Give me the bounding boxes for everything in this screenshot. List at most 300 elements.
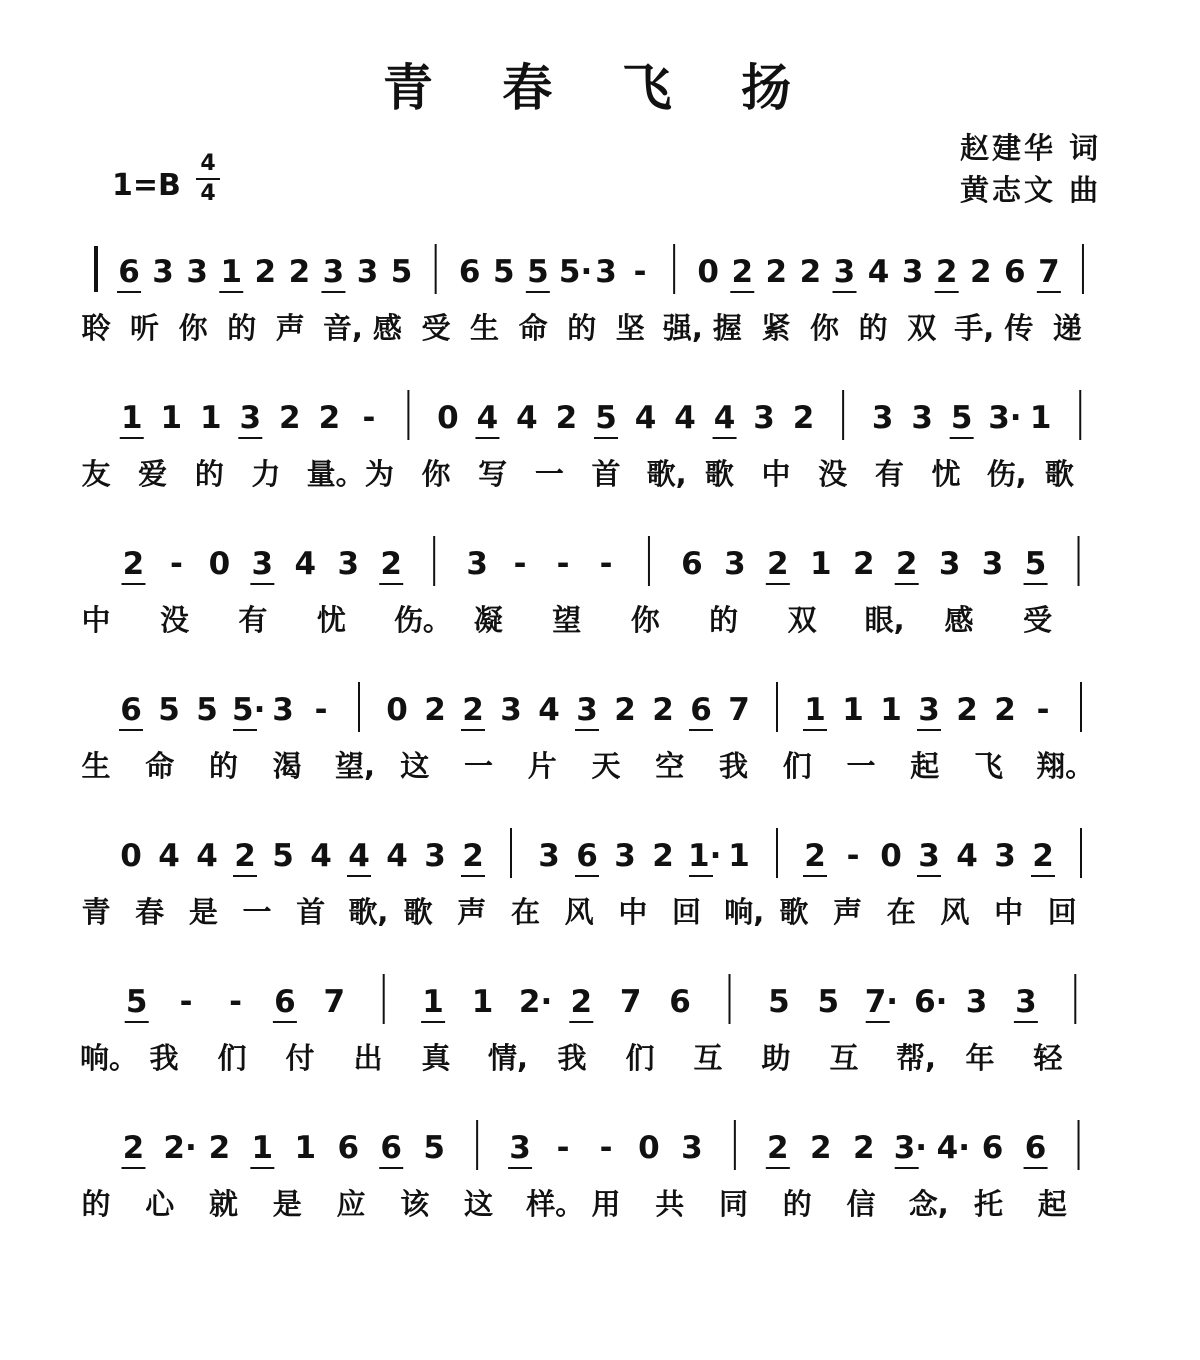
lyric-syllable: 一 [846,749,876,783]
note: 4 [634,400,657,436]
note: - [556,546,570,582]
note: 2· [518,984,553,1020]
note: 6 [120,692,142,728]
note: 2 [935,254,958,290]
lyric-syllable: 在 [886,895,916,929]
note: - [169,546,183,582]
note: 3 [753,400,775,436]
lyric-syllable: 回 [1047,895,1077,929]
lyric-syllable: 托 [973,1187,1003,1221]
note: 2 [792,400,815,436]
note: 2 [765,254,788,290]
note: 3 [833,254,856,290]
note: 3 [509,1130,531,1166]
note: 6 [681,546,703,582]
note: 5 [196,692,218,728]
note: 0 [208,546,231,582]
lyric-syllable: 们 [625,1041,655,1075]
lyric-syllable: 片 [527,749,557,783]
lyric-syllable: 应 [336,1187,366,1221]
lyric-syllable: 有 [874,457,904,491]
note: 2 [462,838,484,874]
note: 2 [254,254,277,290]
note: - [556,1130,570,1166]
note: 1 [809,546,832,582]
lyric-syllable: 伤。 [393,603,452,637]
lyric-syllable: 互 [829,1041,859,1075]
note: 6 [1024,1130,1047,1166]
note: 7 [619,984,642,1020]
note: 3 [1015,984,1037,1020]
lyric-syllable: 伤, [986,457,1027,491]
barlines [0,1112,1200,1172]
lyric-syllable: 受 [421,311,451,345]
note: 4 [158,838,180,874]
lyric-syllable: 歌 [1044,457,1074,491]
time-signature-bar [196,178,220,180]
lyric-syllable: 为 [364,457,394,491]
note: 3 [918,692,940,728]
note: - [599,1130,613,1166]
lyric-syllable: 心 [145,1187,175,1221]
note: 2 [852,546,875,582]
note: - [362,400,376,436]
note: 2 [424,692,446,728]
score-line [0,820,1200,940]
note: 0 [386,692,408,728]
note: 3 [500,692,522,728]
lyric-syllable: 望 [552,603,582,637]
lyric-syllable: 生 [81,749,111,783]
lyric-syllable: 我 [718,749,748,783]
lyric-syllable: 轻 [1033,1041,1063,1075]
lyric-syllable: 眼, [864,603,905,637]
note: 4 [196,838,218,874]
note: 3 [576,692,598,728]
lyric-syllable: 命 [518,311,548,345]
lyric-syllable: 量。 [306,457,365,491]
lyric-syllable: 一 [534,457,564,491]
notation-row [0,528,1200,588]
note: 2 [462,692,484,728]
note: 3 [994,838,1016,874]
lyric-syllable: 紧 [761,311,791,345]
lyric-syllable: 回 [672,895,702,929]
note: 3· [988,400,1022,436]
note: 6 [576,838,598,874]
lyric-syllable: 力 [251,457,281,491]
lyrics-row [0,1182,1200,1222]
notation-row [0,674,1200,734]
lyric-syllable: 你 [810,311,840,345]
lyrics-row [0,744,1200,784]
note: 3 [356,254,379,290]
barlines [0,236,1200,296]
note: - [513,546,527,582]
lyric-syllable: 一 [242,895,272,929]
lyric-syllable: 起 [910,749,940,783]
note: 6 [690,692,712,728]
lyric-syllable: 音, [322,311,363,345]
lyrics-row [0,598,1200,638]
note: 3 [186,254,208,290]
note: 2 [994,692,1016,728]
note: 3· [893,1130,928,1166]
song-title: 青 春 飞 扬 [382,59,818,117]
lyric-syllable: 写 [478,457,508,491]
lyric-syllable: 传 [1004,311,1034,345]
note: 3 [681,1130,703,1166]
note: 4 [476,400,499,436]
note: 5 [950,400,973,436]
lyric-syllable: 的 [567,311,597,345]
lyric-syllable: 双 [907,311,937,345]
lyric-syllable: 递 [1052,311,1082,345]
lyric-syllable: 同 [718,1187,748,1221]
note: 1 [804,692,826,728]
note: 6 [458,254,481,290]
lyric-syllable: 首 [591,457,621,491]
note: 3 [595,254,617,290]
lyric-syllable: 响, [724,895,765,929]
note: - [633,254,647,290]
note: 1 [880,692,902,728]
lyric-syllable: 互 [693,1041,723,1075]
barlines [0,820,1200,880]
lyric-syllable: 忧 [931,457,961,491]
note: 0 [880,838,902,874]
barlines [0,674,1200,734]
lyric-syllable: 信 [846,1187,876,1221]
lyric-syllable: 共 [655,1187,685,1221]
lyric-syllable: 声 [833,895,863,929]
note: 6 [274,984,296,1020]
note: 3 [871,400,894,436]
lyric-syllable: 歌, [348,895,389,929]
lyric-syllable: 的 [782,1187,812,1221]
lyric-syllable: 凝 [473,603,503,637]
lyric-syllable: 中 [994,895,1024,929]
note: 3 [938,546,961,582]
note: 1 [1029,400,1052,436]
note: 4 [867,254,890,290]
note: 3 [538,838,560,874]
lyricist-credit: 赵建华 词 [960,131,1102,165]
score-line [0,966,1200,1086]
lyric-syllable: 天 [591,749,621,783]
note: - [846,838,860,874]
lyric-syllable: 强, [662,311,703,345]
note: 6 [118,254,140,290]
barlines [0,966,1200,1026]
note: 6 [337,1130,360,1166]
notation-row [0,236,1200,296]
note: 2 [799,254,822,290]
lyric-syllable: 的 [81,1187,111,1221]
note: 7· [864,984,899,1020]
note: 5 [158,692,180,728]
lyric-syllable: 没 [818,457,848,491]
note: 4 [956,838,978,874]
note: 2 [956,692,978,728]
lyric-syllable: 首 [296,895,326,929]
note: 6 [380,1130,402,1166]
note: 0 [697,254,719,290]
lyric-syllable: 望, [335,749,376,783]
note: 6 [669,984,691,1020]
lyric-syllable: 是 [272,1187,302,1221]
notation-row [0,820,1200,880]
note: 2 [767,1130,789,1166]
note: 6 [1004,254,1026,290]
note: 5 [817,984,840,1020]
lyric-syllable: 你 [630,603,660,637]
note: 2 [895,546,918,582]
note: 3 [466,546,488,582]
lyric-syllable: 风 [940,895,970,929]
lyric-syllable: 的 [709,603,739,637]
lyric-syllable: 情, [488,1041,529,1075]
note: 5 [768,984,790,1020]
lyrics-row [0,452,1200,492]
lyric-syllable: 的 [858,311,888,345]
note: 1· [688,838,722,874]
lyric-syllable: 声 [457,895,487,929]
lyric-syllable: 我 [557,1041,587,1075]
lyric-syllable: 青 [81,895,111,929]
note: 0 [638,1130,660,1166]
lyrics-row [0,306,1200,346]
time-signature-bottom: 4 [200,181,216,206]
note: 4 [674,400,696,436]
note: 2 [767,546,789,582]
lyric-syllable: 样。 [526,1187,585,1221]
note: 1 [422,984,444,1020]
note: - [1036,692,1050,728]
lyric-syllable: 手, [954,311,995,345]
note: 2 [570,984,593,1020]
note: 2 [279,400,301,436]
note: 4 [294,546,317,582]
note: 3 [337,546,360,582]
note: 1 [251,1130,274,1166]
barlines [0,528,1200,588]
lyric-syllable: 我 [149,1041,179,1075]
note: 6· [914,984,948,1020]
note: 5 [527,254,549,290]
lyric-syllable: 中 [618,895,648,929]
note: 1 [728,838,750,874]
note: 2 [380,546,402,582]
note: 4 [713,400,736,436]
lyric-syllable: 年 [965,1041,995,1075]
lyric-syllable: 有 [238,603,268,637]
lyric-syllable: 念, [908,1187,949,1221]
note: 2 [208,1130,231,1166]
note: 3 [911,400,933,436]
lyric-syllable: 你 [421,457,451,491]
lyric-syllable: 的 [208,749,238,783]
lyric-syllable: 声 [275,311,305,345]
note: 7 [728,692,750,728]
lyrics-row [0,890,1200,930]
lyric-syllable: 受 [1023,603,1053,637]
note: 3 [251,546,274,582]
note: 5· [232,692,266,728]
lyric-syllable: 歌 [704,457,734,491]
key-signature: 1=B [112,168,181,203]
lyric-syllable: 风 [564,895,594,929]
note: 1 [842,692,864,728]
notation-row [0,966,1200,1026]
note: 1 [120,400,143,436]
note: 3 [981,546,1004,582]
lyric-syllable: 命 [145,749,175,783]
note: 2 [1032,838,1054,874]
lyric-syllable: 这 [400,749,430,783]
score-line [0,382,1200,502]
lyric-syllable: 坚 [615,311,645,345]
lyric-syllable: 的 [194,457,224,491]
note: 1 [220,254,243,290]
lyric-syllable: 起 [1037,1187,1067,1221]
note: - [229,984,242,1020]
note: 1 [200,400,222,436]
note: 0 [120,838,142,874]
lyric-syllable: 渴 [272,749,302,783]
lyric-syllable: 感 [944,603,974,637]
lyric-syllable: 友 [81,457,111,491]
note: 3 [239,400,262,436]
lyric-syllable: 是 [188,895,218,929]
lyrics-row [0,1036,1200,1076]
lyric-syllable: 付 [285,1041,315,1075]
composer-credit: 黄志文 曲 [960,173,1102,207]
lyric-syllable: 生 [470,311,500,345]
note: 3 [724,546,746,582]
barlines [0,382,1200,442]
note: 6 [981,1130,1004,1166]
note: 5 [125,984,148,1020]
lyric-syllable: 们 [782,749,812,783]
lyric-syllable: 爱 [138,457,168,491]
note: 7 [1038,254,1060,290]
lyric-syllable: 聆 [81,311,111,345]
note: 5· [558,254,593,290]
lyric-syllable: 翔。 [1036,749,1095,783]
lyric-syllable: 就 [208,1187,238,1221]
note: 4 [538,692,560,728]
note: 1 [160,400,183,436]
note: 4· [936,1130,970,1166]
note: 2· [163,1130,197,1166]
lyric-syllable: 飞 [973,749,1003,783]
lyric-syllable: 握 [712,311,742,345]
note: 4 [348,838,370,874]
note: 2 [122,1130,145,1166]
note: 2 [555,400,578,436]
note: 3 [614,838,636,874]
note: 1 [294,1130,317,1166]
note: 3 [424,838,446,874]
lyric-syllable: 双 [787,603,817,637]
lyric-syllable: 听 [130,311,160,345]
lyric-syllable: 空 [655,749,685,783]
lyric-syllable: 歌 [403,895,433,929]
note: 5 [272,838,294,874]
note: - [599,546,613,582]
lyric-syllable: 的 [227,311,257,345]
note: 4 [386,838,408,874]
lyric-syllable: 春 [135,895,165,929]
note: - [314,692,328,728]
lyric-syllable: 一 [463,749,493,783]
lyric-syllable: 真 [421,1041,451,1075]
note: 5 [1024,546,1047,582]
note: 4 [516,400,538,436]
notation-row [0,1112,1200,1172]
note: 2 [731,254,754,290]
note: 3 [322,254,345,290]
note: 2 [852,1130,875,1166]
lyric-syllable: 该 [400,1187,430,1221]
lyric-syllable: 歌, [646,457,687,491]
lyric-syllable: 这 [463,1187,493,1221]
lyric-syllable: 出 [353,1041,383,1075]
note: 2 [318,400,341,436]
note: 2 [288,254,311,290]
note: 0 [437,400,459,436]
lyric-syllable: 帮, [896,1041,937,1075]
note: 4 [310,838,332,874]
lyric-syllable: 你 [178,311,208,345]
note: 3 [152,254,174,290]
lyric-syllable: 没 [159,603,189,637]
note: 3 [901,254,924,290]
score-line [0,1112,1200,1232]
note: 3 [965,984,988,1020]
lyric-syllable: 感 [372,311,402,345]
note: 3 [272,692,294,728]
time-signature-top: 4 [200,151,216,176]
note: 1 [471,984,494,1020]
note: 5 [390,254,413,290]
lyric-syllable: 们 [217,1041,247,1075]
time-signature [196,152,220,206]
notation-row [0,382,1200,442]
lyric-syllable: 中 [81,603,111,637]
note: 2 [122,546,145,582]
note: 5 [423,1130,445,1166]
lyric-syllable: 用 [591,1187,621,1221]
score-line [0,528,1200,648]
note: 2 [652,838,674,874]
note: - [179,984,193,1020]
note: 2 [234,838,256,874]
note: 3 [918,838,940,874]
note: 5 [595,400,617,436]
score-line [0,236,1200,356]
note: 5 [492,254,515,290]
note: 7 [323,984,346,1020]
note: 2 [804,838,826,874]
note: 2 [809,1130,832,1166]
lyric-syllable: 在 [510,895,540,929]
lyric-syllable: 歌 [779,895,809,929]
score-line [0,674,1200,794]
note: 2 [652,692,674,728]
lyric-syllable: 助 [761,1041,791,1075]
